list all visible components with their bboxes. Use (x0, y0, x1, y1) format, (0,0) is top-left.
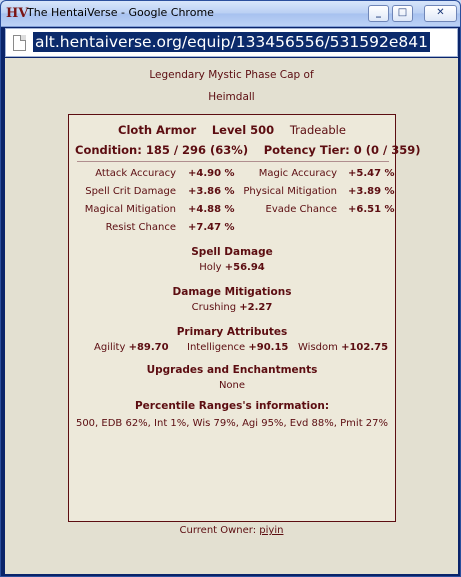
spell-damage-value: +56.94 (224, 262, 265, 273)
item-level: Level 500 (211, 123, 275, 137)
stat-value-magic-accuracy: +5.47 % (348, 168, 395, 179)
current-owner (5, 525, 458, 536)
primary-attributes-title: Primary Attributes (176, 326, 288, 338)
item-condition: Condition: 185 / 296 (63%) (75, 143, 249, 157)
stat-label-physical-mitigation: Physical Mitigation (243, 186, 337, 197)
attribute-agility-label: Agility (94, 342, 126, 353)
header-divider (77, 161, 389, 162)
attribute-wisdom-label: Wisdom (298, 342, 338, 353)
stat-label-spell-crit-damage: Spell Crit Damage (85, 186, 176, 197)
stat-label-magic-accuracy: Magic Accuracy (258, 168, 337, 179)
spell-damage-line (69, 262, 395, 273)
stat-value-attack-accuracy: +4.90 % (188, 168, 235, 179)
stat-label-magical-mitigation: Magical Mitigation (84, 204, 176, 215)
url-text[interactable]: alt.hentaiverse.org/equip/133456556/531592e841 (35, 33, 428, 51)
upgrades-value: None (218, 380, 246, 391)
spell-damage-label: Holy (199, 262, 222, 273)
attribute-agility (94, 342, 169, 353)
item-name-line-1: Legendary Mystic Phase Cap of (149, 69, 314, 81)
item-type: Cloth Armor (118, 123, 197, 137)
close-button[interactable]: ✕ (424, 5, 457, 22)
item-tradeable: Tradeable (289, 123, 346, 137)
item-header (69, 123, 395, 137)
owner-link[interactable]: piyin (259, 525, 284, 536)
title-bar[interactable] (1, 1, 461, 27)
stat-label-evade-chance: Evade Chance (265, 204, 337, 215)
damage-mitigations-line (69, 302, 395, 313)
attribute-wisdom (298, 342, 388, 353)
owner-label: Current Owner: (179, 525, 257, 536)
attribute-intelligence-label: Intelligence (187, 342, 246, 353)
page-icon (13, 35, 26, 51)
upgrades-title: Upgrades and Enchantments (146, 364, 318, 376)
attribute-intelligence (187, 342, 288, 353)
stat-value-resist-chance: +7.47 % (188, 222, 235, 233)
maximize-button[interactable]: □ (392, 5, 413, 22)
page-content (5, 58, 458, 574)
damage-mitigation-value: +2.27 (239, 302, 273, 313)
stat-value-magical-mitigation: +4.88 % (188, 204, 235, 215)
damage-mitigations-title: Damage Mitigations (172, 286, 292, 298)
item-potency: Potency Tier: 0 (0 / 359) (263, 143, 421, 157)
stat-label-resist-chance: Resist Chance (105, 222, 176, 233)
stat-value-evade-chance: +6.51 % (348, 204, 395, 215)
stat-label-attack-accuracy: Attack Accuracy (95, 168, 176, 179)
hentaiverse-app-icon: HV (6, 6, 29, 21)
stat-value-physical-mitigation: +3.89 % (348, 186, 395, 197)
attribute-wisdom-value: +102.75 (341, 342, 389, 353)
minimize-button[interactable]: _ (368, 5, 389, 22)
equipment-panel (68, 114, 421, 522)
address-bar[interactable] (5, 28, 458, 57)
attribute-agility-value: +89.70 (128, 342, 169, 353)
spell-damage-title: Spell Damage (191, 246, 273, 258)
window-title: The HentaiVerse - Google Chrome (27, 6, 214, 19)
item-condition-row (69, 143, 421, 157)
percentile-title: Percentile Ranges's information: (134, 400, 330, 412)
damage-mitigation-label: Crushing (191, 302, 237, 313)
item-name-line-2: Heimdall (208, 91, 255, 103)
stat-value-spell-crit-damage: +3.86 % (188, 186, 235, 197)
percentile-value: 500, EDB 62%, Int 1%, Wis 79%, Agi 95%, Evd 88%, Pmit 27% (75, 418, 389, 429)
attribute-intelligence-value: +90.15 (248, 342, 289, 353)
